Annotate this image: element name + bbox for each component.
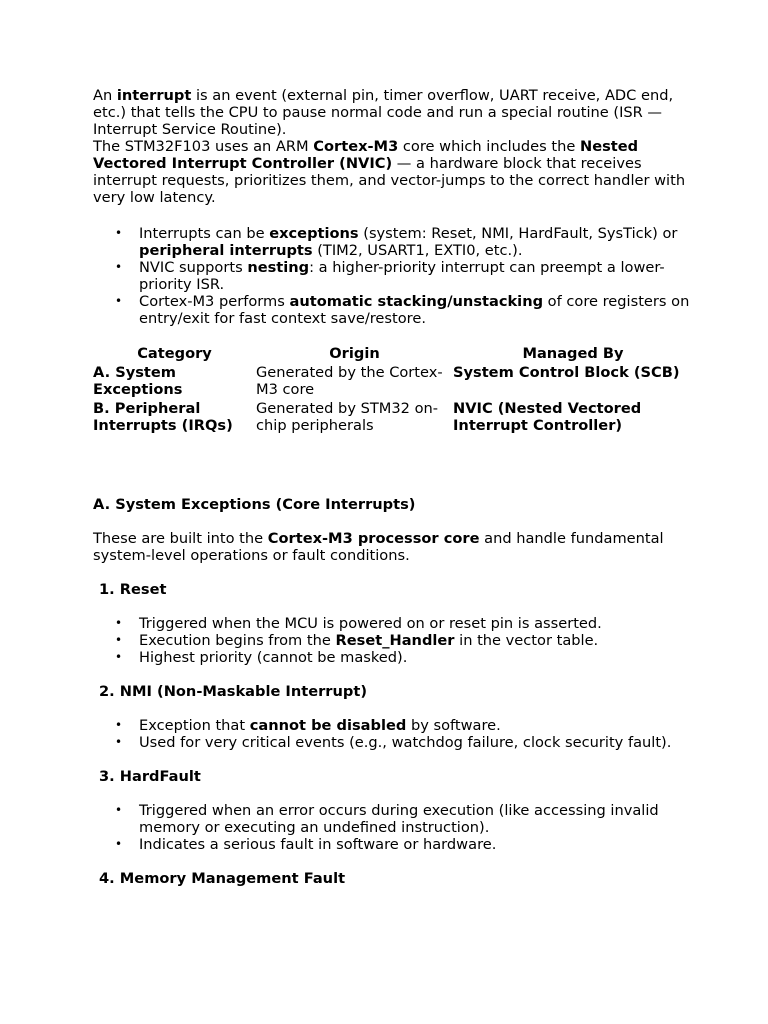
text: core which includes the: [398, 138, 580, 155]
list-item: [93, 225, 693, 259]
bold-term: Reset_Handler: [335, 632, 455, 649]
table-header-row: [93, 345, 693, 364]
list-item: • Highest priority (cannot be masked).: [93, 649, 693, 666]
section-intro: [93, 530, 693, 564]
cell-text: System Control Block (SCB): [453, 364, 680, 381]
cell-text: A. System Exceptions: [93, 364, 183, 398]
table-cell: Generated by STM32 on-chip peripherals: [256, 400, 439, 434]
column-header: Managed By: [522, 345, 624, 362]
table-row: [93, 400, 693, 434]
text: Cortex-M3 performs: [139, 293, 290, 310]
reset-list: [93, 615, 693, 666]
list-item: • Used for very critical events (e.g., watchdog failure, clock security fault).: [93, 734, 693, 751]
list-item: [93, 717, 693, 734]
hardfault-list: [93, 802, 693, 853]
text: These are built into the: [93, 530, 268, 547]
text: : a higher-priority interrupt can preempt a lower-priority ISR.: [139, 259, 665, 293]
list-item: • Triggered when an error occurs during execution (like accessing invalid memory or executing an undefined instruction).: [93, 802, 693, 836]
text: NVIC supports: [139, 259, 248, 276]
bold-term: Cortex-M3: [313, 138, 399, 155]
interrupt-overview-list: [93, 225, 693, 327]
text: — a hardware block that receives interrupt requests, prioritizes them, and vector-jumps to the correct handler with very low latency.: [93, 155, 686, 206]
section-heading: A. System Exceptions (Core Interrupts): [93, 496, 416, 513]
table-cell: Generated by the Cortex-M3 core: [256, 364, 443, 398]
subsection-heading-reset: 1. Reset: [99, 581, 167, 598]
column-header: Category: [137, 345, 212, 362]
text: is an event (external pin, timer overflow, UART receive, ADC end, etc.) that tells the CPU to pause normal code and run a special routine (ISR — Interrupt Service Routine).: [93, 87, 674, 138]
bold-term: automatic stacking/unstacking: [289, 293, 544, 310]
bold-term: Cortex-M3 processor core: [267, 530, 480, 547]
text: of core registers on entry/exit for fast context save/restore.: [139, 293, 690, 327]
cell-text: NVIC (Nested Vectored Interrupt Controller): [453, 400, 642, 434]
bold-term: Nested Vectored Interrupt Controller (NVIC): [93, 138, 639, 172]
subsection-heading-memfault: 4. Memory Management Fault: [99, 870, 346, 887]
table-cell: [453, 364, 693, 400]
nmi-list: [93, 717, 693, 751]
list-item: [93, 259, 693, 293]
text: Interrupts can be: [139, 225, 270, 242]
cell-text: B. Peripheral Interrupts (IRQs): [93, 400, 233, 434]
bold-term: exceptions: [269, 225, 359, 242]
intro-paragraph-1: [93, 87, 693, 138]
table-cell: [93, 364, 256, 400]
list-item: [93, 632, 693, 649]
bold-term: nesting: [247, 259, 310, 276]
interrupt-category-table: [93, 345, 693, 434]
table-row: [93, 364, 693, 400]
list-item: [93, 293, 693, 327]
text: An: [93, 87, 117, 104]
subsection-heading-hardfault: 3. HardFault: [99, 768, 201, 785]
bold-term: peripheral interrupts: [139, 242, 313, 259]
column-header: Origin: [329, 345, 380, 362]
text: in the vector table.: [454, 632, 599, 649]
bold-term: interrupt: [116, 87, 192, 104]
text: Exception that: [139, 717, 250, 734]
text: The STM32F103 uses an ARM: [93, 138, 314, 155]
text: and handle fundamental system-level operations or fault conditions.: [93, 530, 664, 564]
subsection-heading-nmi: 2. NMI (Non-Maskable Interrupt): [99, 683, 367, 700]
table-cell: [453, 400, 693, 434]
list-item: • Triggered when the MCU is powered on or reset pin is asserted.: [93, 615, 693, 632]
intro-paragraph-2: [93, 138, 693, 206]
text: Execution begins from the: [139, 632, 336, 649]
text: (TIM2, USART1, EXTI0, etc.).: [312, 242, 523, 259]
document-body: [93, 87, 693, 887]
bold-term: cannot be disabled: [249, 717, 407, 734]
text: by software.: [406, 717, 501, 734]
text: (system: Reset, NMI, HardFault, SysTick) or: [358, 225, 678, 242]
table-cell: [93, 400, 256, 434]
list-item: • Indicates a serious fault in software or hardware.: [93, 836, 693, 853]
